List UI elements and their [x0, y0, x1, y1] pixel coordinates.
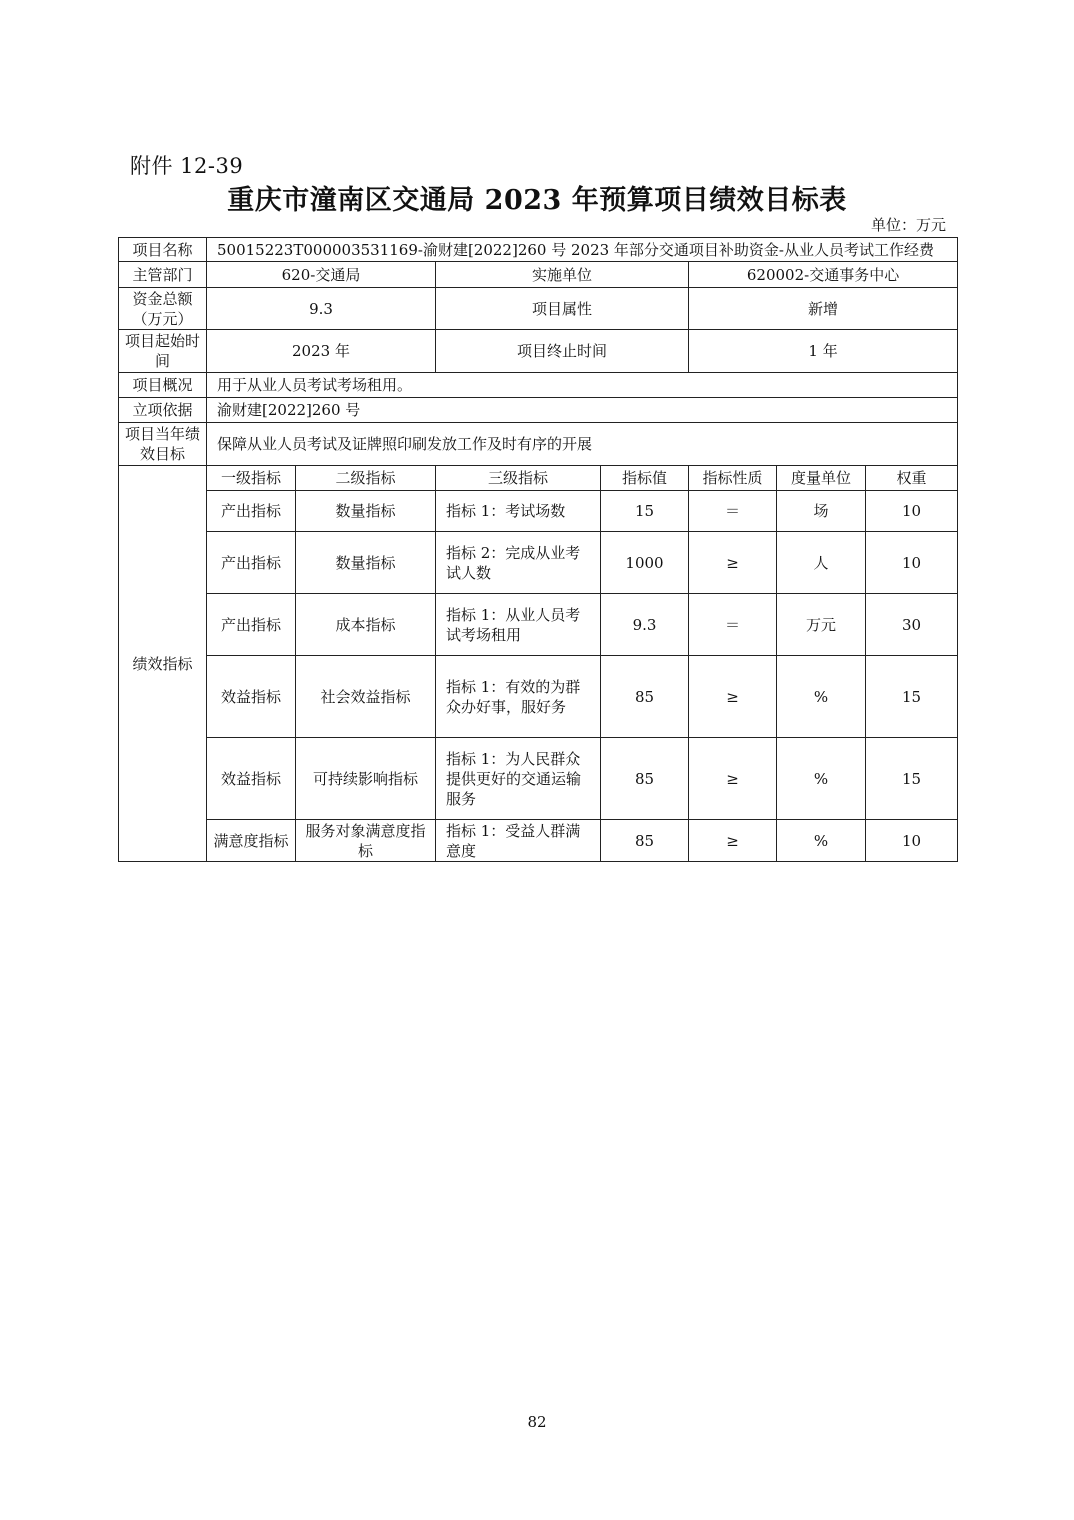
row-overview [119, 373, 958, 398]
project-name-value: 50015223T000003531169-渝财建[2022]260 号 2023 年部分交通项目补助资金-从业人员考试工作经费 [207, 238, 958, 262]
value-cell: 85 [601, 820, 689, 862]
level1-cell: 效益指标 [207, 738, 296, 820]
value-cell: 1000 [601, 532, 689, 594]
row-fund [119, 288, 958, 330]
level3-cell: 指标 1：受益人群满意度 [436, 820, 601, 862]
impl-label: 实施单位 [436, 262, 689, 288]
page-number: 82 [527, 1413, 547, 1431]
table-row [119, 738, 958, 820]
unit-cell: 万元 [777, 594, 866, 656]
unit-cell: % [777, 656, 866, 738]
goal-value: 保障从业人员考试及证牌照印刷发放工作及时有序的开展 [207, 423, 958, 466]
table-row [119, 820, 958, 862]
header-cell: 权重 [866, 466, 958, 491]
header-cell: 指标值 [601, 466, 689, 491]
nature-cell: ≥ [689, 820, 777, 862]
level2-cell: 数量指标 [296, 491, 436, 532]
start-label: 项目起始时间 [119, 330, 207, 373]
performance-table [118, 237, 958, 862]
level1-cell: 满意度指标 [207, 820, 296, 862]
level3-cell: 指标 1：为人民群众提供更好的交通运输服务 [436, 738, 601, 820]
table-row [119, 594, 958, 656]
nature-cell: ＝ [689, 594, 777, 656]
value-cell: 9.3 [601, 594, 689, 656]
basis-label: 立项依据 [119, 398, 207, 423]
level1-cell: 产出指标 [207, 532, 296, 594]
weight-cell: 10 [866, 491, 958, 532]
dept-label: 主管部门 [119, 262, 207, 288]
row-goal [119, 423, 958, 466]
project-name-label: 项目名称 [119, 238, 207, 262]
level2-cell: 数量指标 [296, 532, 436, 594]
fund-label: 资金总额（万元） [119, 288, 207, 330]
basis-value: 渝财建[2022]260 号 [207, 398, 958, 423]
unit-label: 单位：万元 [870, 216, 946, 234]
unit-cell: % [777, 738, 866, 820]
level2-cell: 服务对象满意度指标 [296, 820, 436, 862]
row-time [119, 330, 958, 373]
row-project-name [119, 238, 958, 262]
page-title: 重庆市潼南区交通局 2023 年预算项目绩效目标表 [227, 185, 847, 216]
weight-cell: 15 [866, 656, 958, 738]
weight-cell: 15 [866, 738, 958, 820]
start-value: 2023 年 [207, 330, 436, 373]
table-row [119, 532, 958, 594]
nature-cell: ≥ [689, 532, 777, 594]
table-row [119, 656, 958, 738]
header-cell: 指标性质 [689, 466, 777, 491]
header-cell: 一级指标 [207, 466, 296, 491]
unit-cell: 场 [777, 491, 866, 532]
table-row [119, 491, 958, 532]
end-value: 1 年 [689, 330, 958, 373]
overview-label: 项目概况 [119, 373, 207, 398]
value-cell: 85 [601, 738, 689, 820]
nature-cell: ≥ [689, 738, 777, 820]
dept-value: 620-交通局 [207, 262, 436, 288]
level3-cell: 指标 2：完成从业考试人数 [436, 532, 601, 594]
header-cell: 二级指标 [296, 466, 436, 491]
level1-cell: 产出指标 [207, 491, 296, 532]
perf-label: 绩效指标 [119, 466, 207, 862]
row-basis [119, 398, 958, 423]
value-cell: 85 [601, 656, 689, 738]
attr-label: 项目属性 [436, 288, 689, 330]
level2-cell: 成本指标 [296, 594, 436, 656]
nature-cell: ＝ [689, 491, 777, 532]
level1-cell: 产出指标 [207, 594, 296, 656]
value-cell: 15 [601, 491, 689, 532]
end-label: 项目终止时间 [436, 330, 689, 373]
nature-cell: ≥ [689, 656, 777, 738]
weight-cell: 10 [866, 532, 958, 594]
header-cell: 三级指标 [436, 466, 601, 491]
level3-cell: 指标 1：考试场数 [436, 491, 601, 532]
impl-value: 620002-交通事务中心 [689, 262, 958, 288]
weight-cell: 30 [866, 594, 958, 656]
attr-value: 新增 [689, 288, 958, 330]
level3-cell: 指标 1：从业人员考试考场租用 [436, 594, 601, 656]
unit-cell: % [777, 820, 866, 862]
weight-cell: 10 [866, 820, 958, 862]
level3-cell: 指标 1：有效的为群众办好事，服好务 [436, 656, 601, 738]
unit-cell: 人 [777, 532, 866, 594]
overview-value: 用于从业人员考试考场租用。 [207, 373, 958, 398]
level2-cell: 可持续影响指标 [296, 738, 436, 820]
header-cell: 度量单位 [777, 466, 866, 491]
attachment-label: 附件 12-39 [130, 154, 244, 178]
level1-cell: 效益指标 [207, 656, 296, 738]
level2-cell: 社会效益指标 [296, 656, 436, 738]
row-dept [119, 262, 958, 288]
perf-header-row [119, 466, 958, 491]
goal-label: 项目当年绩效目标 [119, 423, 207, 466]
fund-value: 9.3 [207, 288, 436, 330]
